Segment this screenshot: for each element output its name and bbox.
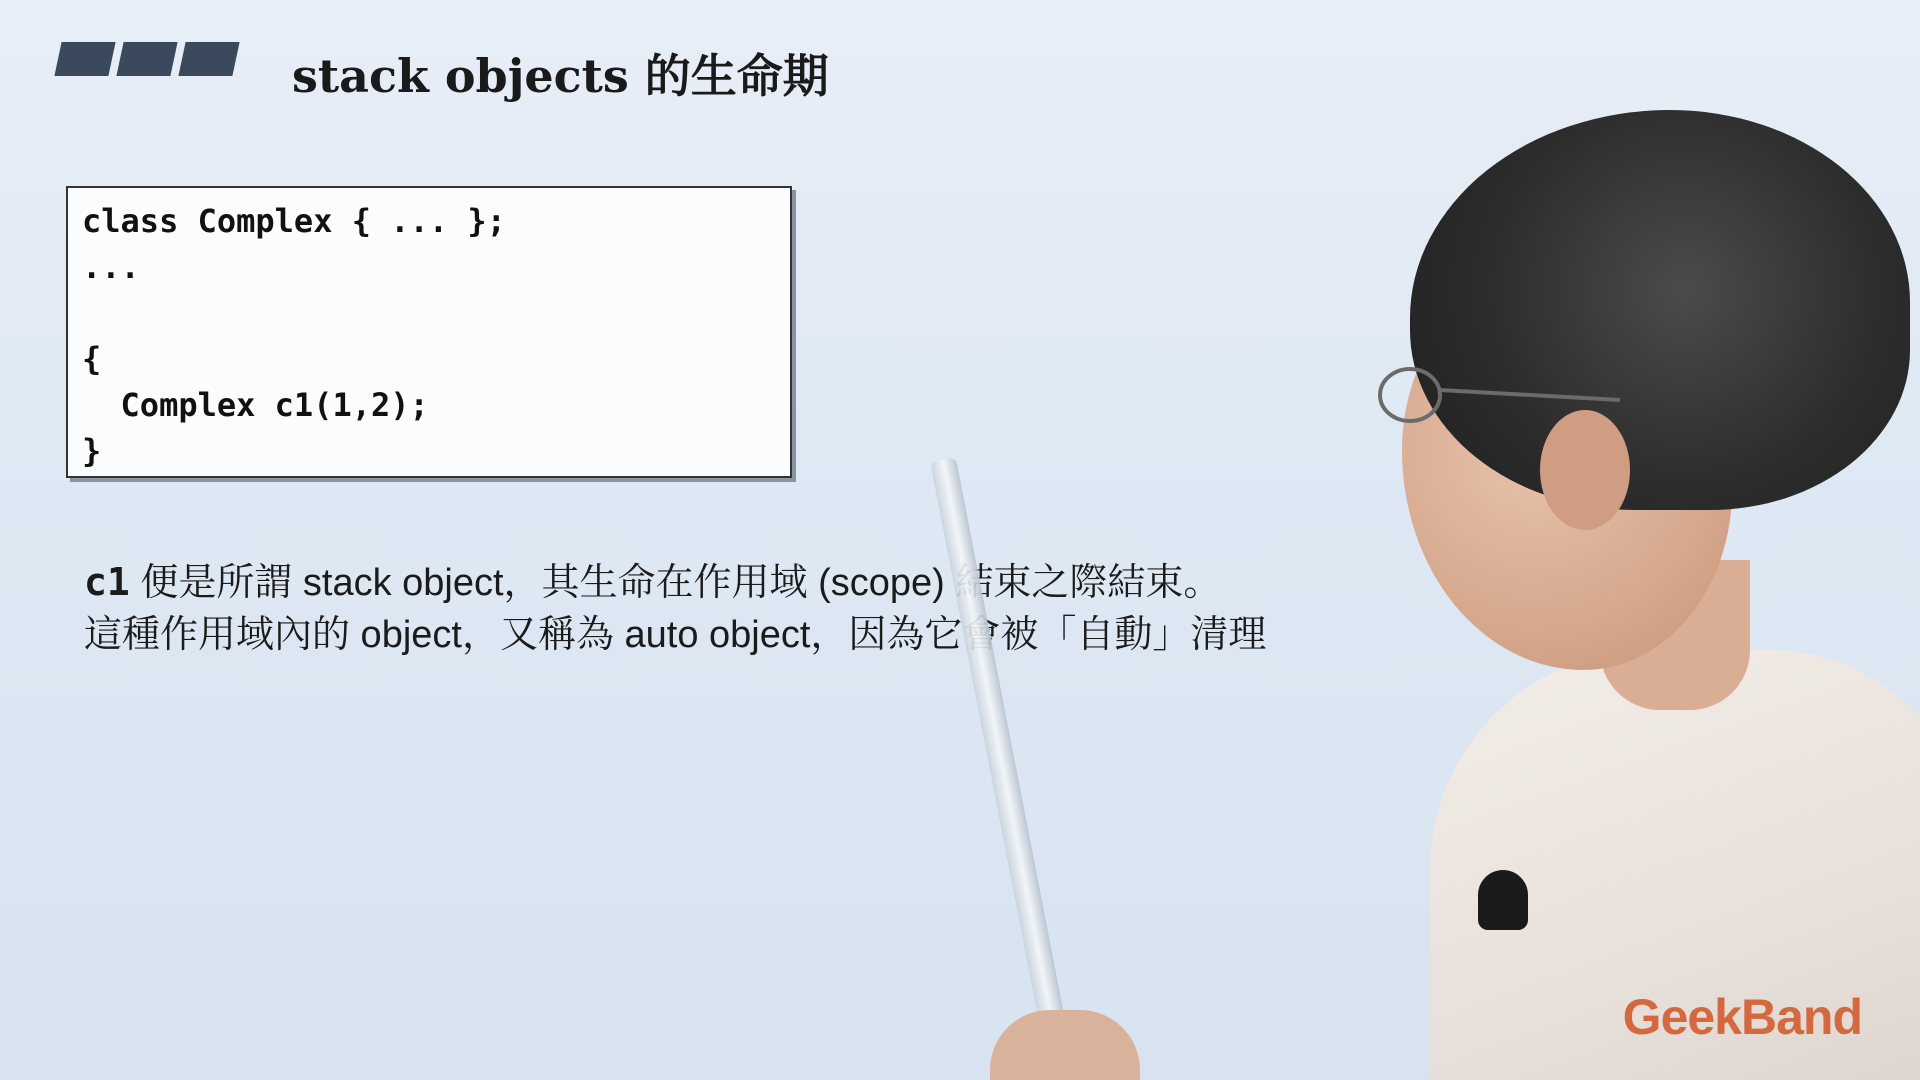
title-mark-2	[116, 42, 177, 76]
description-line-1-text: 便是所謂 stack object，其生命在作用域 (scope) 結束之際結束。	[129, 562, 1222, 604]
presenter-hair	[1410, 110, 1910, 510]
slide-title: stack objects 的生命期	[292, 49, 829, 103]
code-block	[66, 186, 792, 478]
description-line-1	[84, 556, 1266, 609]
pointer-stick	[930, 458, 1068, 1042]
code-line-1: class Complex { ... };	[82, 202, 506, 240]
description-line-2: 這種作用域內的 object，又稱為 auto object，因為它會被「自動」清理	[84, 614, 1267, 656]
slide-title-marks	[52, 42, 248, 76]
presenter	[1390, 90, 1920, 1080]
code-line-2: ...	[82, 248, 140, 286]
code-line-6: }	[82, 432, 102, 470]
code-line-5: Complex c1(1,2);	[82, 386, 429, 424]
title-mark-1	[54, 42, 115, 76]
lapel-mic-icon	[1478, 870, 1528, 930]
presenter-hand	[990, 1010, 1140, 1080]
brand-logo: GeekBand	[1622, 989, 1862, 1045]
code-line-4: {	[82, 340, 102, 378]
description-code-c1: c1	[84, 560, 130, 604]
slide-description	[84, 556, 1266, 661]
glasses-icon	[1370, 360, 1630, 430]
title-mark-3	[178, 42, 239, 76]
code-line-3	[82, 290, 776, 336]
